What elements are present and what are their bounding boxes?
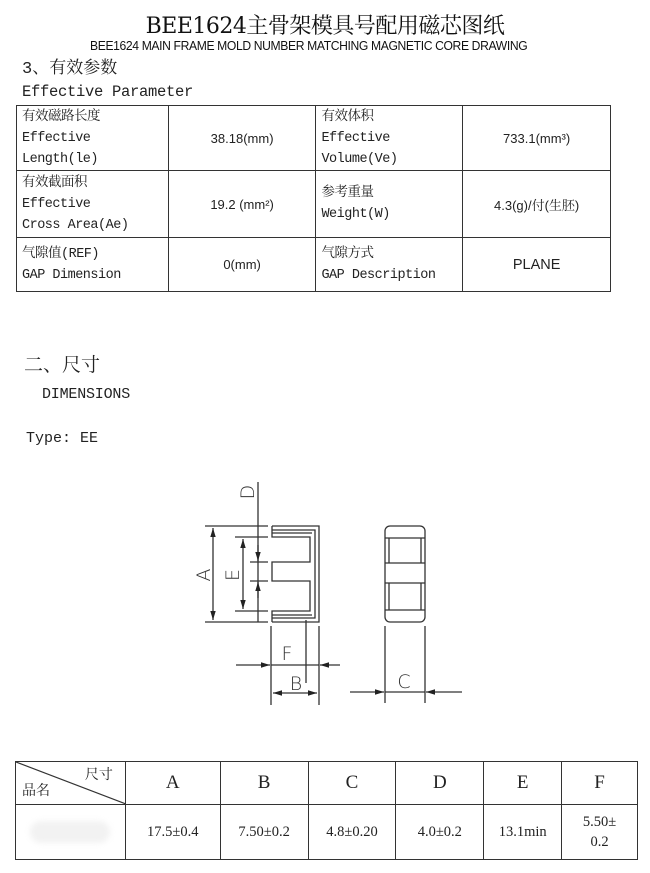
label-en: Cross Area(Ae) [22,217,129,233]
label-cn: 气隙方式 [321,246,374,262]
label-cn: 有效磁路长度 [22,109,100,125]
value-gap-dimension: 0(mm) [168,238,316,292]
dimensions-heading-en: DIMENSIONS [42,386,131,403]
header-f: F [562,762,638,805]
header-d: D [396,762,484,805]
value-f-line2: 0.2 [590,834,609,850]
value-b: 7.50±0.2 [220,805,308,860]
table-row [17,171,611,238]
corner-label-product-name: 品名 [22,783,50,799]
dim-label-e: E [222,568,244,582]
value-effective-volume: 733.1(mm³) [463,106,611,171]
effective-parameters-heading-en: Effective Parameter [22,83,194,101]
label-gap-dimension [17,238,169,292]
header-e: E [484,762,562,805]
redacted-product-name [30,821,110,843]
value-f-line1: 5.50± [582,814,617,830]
value-weight: 4.3(g)/付(生胚) [463,171,611,238]
header-corner-cell [16,762,126,805]
dim-label-f: F [281,643,293,665]
effective-parameters-heading-cn: 3、有效参数 [22,60,118,79]
dim-label-c: C [397,671,411,693]
e-core-outline [272,526,319,622]
value-effective-length: 38.18(mm) [168,106,316,171]
label-en: GAP Description [321,267,436,283]
label-en: Volume(Ve) [321,151,398,167]
label-cn: 有效体积 [321,109,374,125]
value-effective-cross-area: 19.2 (mm²) [168,171,316,238]
table-header-row [16,762,638,805]
core-type-label: Type: EE [26,430,99,447]
value-gap-description: PLANE [463,238,611,292]
label-weight [316,171,463,238]
header-c: C [308,762,396,805]
label-en: Effective [22,130,91,146]
value-d: 4.0±0.2 [396,805,484,860]
effective-parameters-table [16,105,611,292]
label-gap-description [316,238,463,292]
label-en: GAP Dimension [22,267,121,283]
label-en: Length(le) [22,151,99,167]
value-c: 4.8±0.20 [308,805,396,860]
page-subtitle: BEE1624 MAIN FRAME MOLD NUMBER MATCHING MAGNETIC CORE DRAWING [90,38,528,53]
value-e: 13.1min [484,805,562,860]
corner-label-size: 尺寸 [84,767,113,783]
header-a: A [125,762,220,805]
dim-label-b: B [289,673,303,695]
core-side-view [385,526,425,622]
value-a: 17.5±0.4 [125,805,220,860]
product-name-cell [16,805,126,860]
table-row [17,238,611,292]
label-effective-length [17,106,169,171]
label-effective-volume [316,106,463,171]
value-f [562,805,638,860]
dimensions-table [15,761,638,860]
label-effective-cross-area [17,171,169,238]
label-cn: 气隙值(REF) [22,246,100,262]
header-b: B [220,762,308,805]
page-title: BEE1624主骨架模具号配用磁芯图纸 [145,14,505,39]
dimensions-heading-cn: 二、尺寸 [24,355,101,377]
ee-core-drawing [0,470,650,710]
label-cn: 有效截面积 [22,175,87,191]
label-en: Weight(W) [321,207,390,222]
dim-label-a: A [193,568,215,582]
label-en: Effective [22,196,91,212]
table-row [16,805,638,860]
dim-label-d: D [237,484,259,500]
table-row [17,106,611,171]
label-en: Effective [321,130,390,146]
label-cn: 参考重量 [321,186,374,201]
